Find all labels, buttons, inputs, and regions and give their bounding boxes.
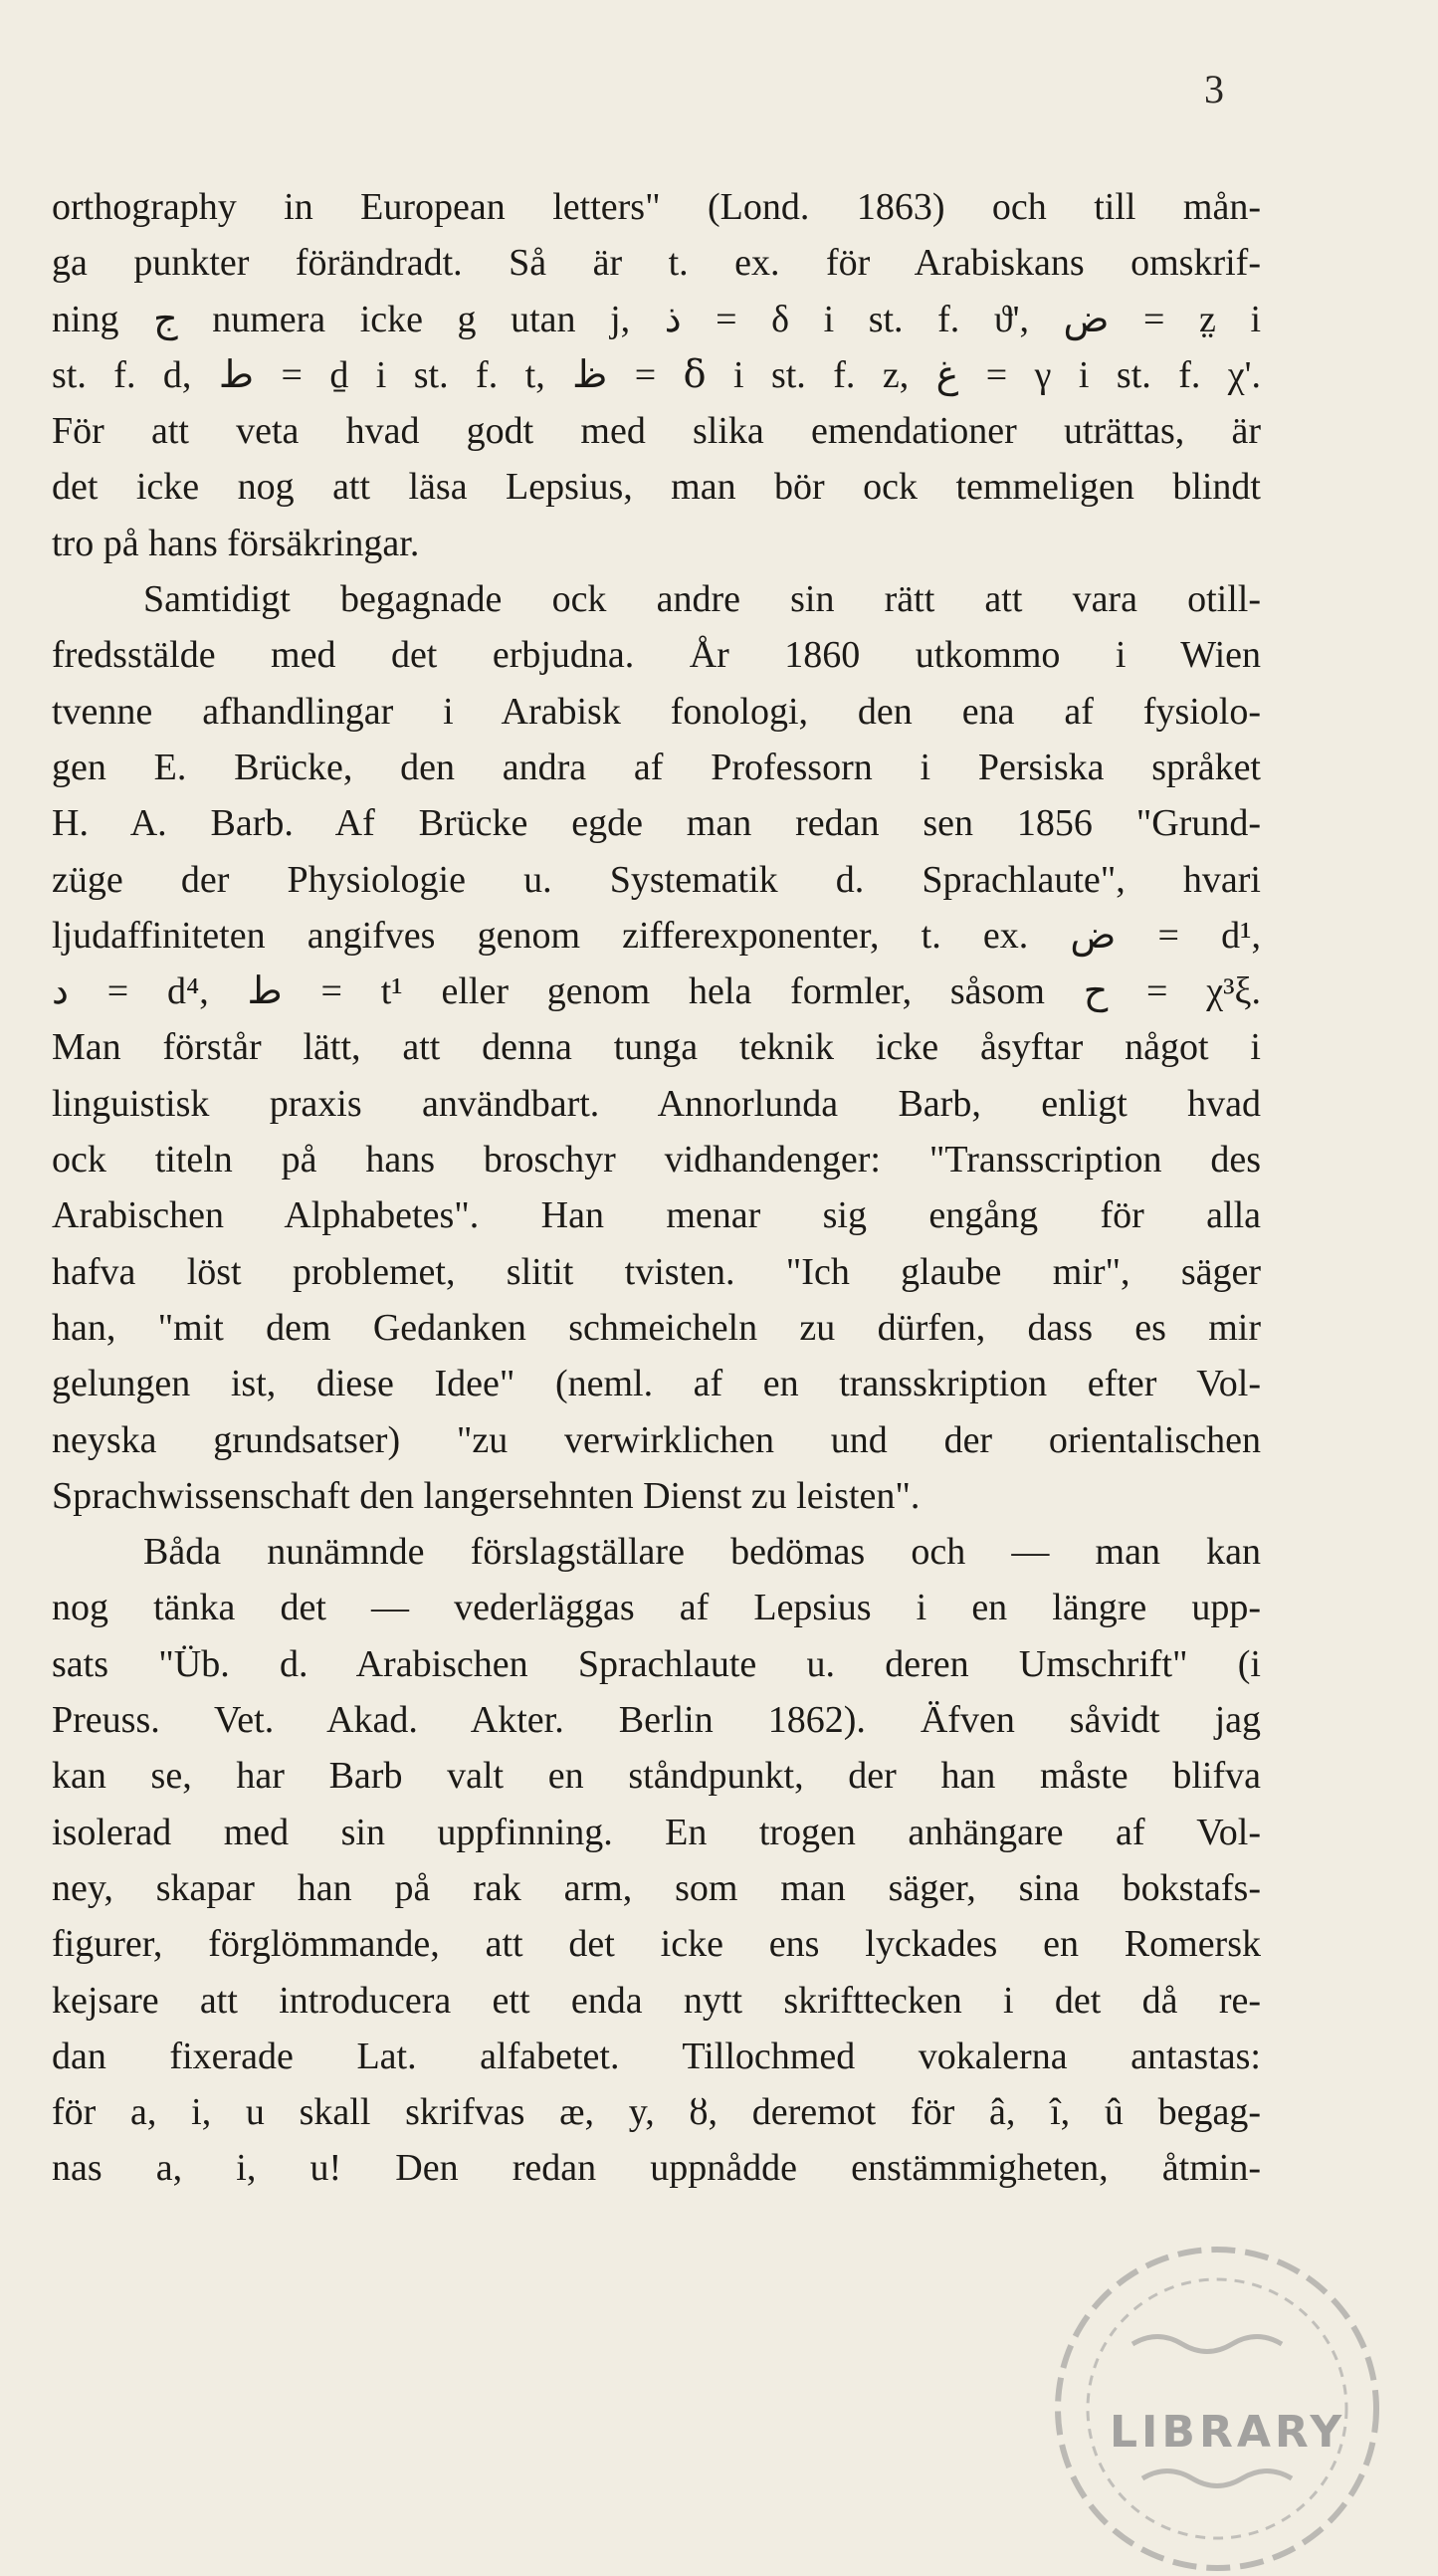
page-number: 3	[1204, 67, 1224, 111]
library-stamp-seal	[1013, 2215, 1411, 2573]
text-line: tro på hans försäkringar.	[52, 522, 420, 564]
text-line: ljudaffiniteten angifves genom zifferexponenter, t. ex. ض = d¹,	[52, 914, 1261, 957]
text-line: Preuss. Vet. Akad. Akter. Berlin 1862). Äfven såvidt jag	[52, 1699, 1261, 1742]
text-line: züge der Physiologie u. Systematik d. Sprachlaute", hvari	[52, 858, 1261, 901]
text-line: tvenne afhandlingar i Arabisk fonologi, den ena af fysiolo-	[52, 690, 1261, 733]
text-line: Båda nunämnde förslagställare bedömas och — man kan	[143, 1531, 1261, 1574]
text-line: ney, skapar han på rak arm, som man säger, sina bokstafs-	[52, 1866, 1261, 1909]
text-line: neyska grundsatser) "zu verwirklichen und der orientalischen	[52, 1418, 1261, 1461]
text-line: Sprachwissenschaft den langersehnten Dienst zu leisten".	[52, 1474, 921, 1517]
text-line: د = d⁴, ط = t¹ eller genom hela formler, såsom ح = χ³ξ.	[52, 970, 1261, 1013]
text-line: H. A. Barb. Af Brücke egde man redan sen 1856 "Grund-	[52, 802, 1261, 845]
text-line: nas a, i, u! Den redan uppnådde enstämmigheten, åtmin-	[52, 2147, 1261, 2190]
text-line: Samtidigt begagnade ock andre sin rätt att vara otill-	[143, 578, 1261, 621]
text-line: Arabischen Alphabetes". Han menar sig engång för alla	[52, 1194, 1261, 1237]
library-stamp-label: LIBRARY	[1110, 2407, 1346, 2458]
text-line: linguistisk praxis användbart. Annorlunda Barb, enligt hvad	[52, 1082, 1261, 1125]
text-line: dan fixerade Lat. alfabetet. Tillochmed vokalerna antastas:	[52, 2035, 1261, 2077]
text-line: sats "Üb. d. Arabischen Sprachlaute u. deren Umschrift" (i	[52, 1642, 1261, 1685]
text-line: ock titeln på hans broschyr vidhandenger: "Transscription des	[52, 1139, 1261, 1181]
text-line: Man förstår lätt, att denna tunga teknik icke åsyftar något i	[52, 1026, 1261, 1069]
text-line: nog tänka det — vederläggas af Lepsius i en längre upp-	[52, 1587, 1261, 1629]
text-line: kejsare att introducera ett enda nytt skrifttecken i det då re-	[52, 1979, 1261, 2022]
text-line: ning ج numera icke g utan j, ذ = δ i st. f. ϑ', ض = z̤ i	[52, 298, 1261, 340]
text-line: ga punkter förändradt. Så är t. ex. för Arabiskans omskrif-	[52, 242, 1261, 285]
text-line: hafva löst problemet, slitit tvisten. "Ich glaube mir", säger	[52, 1250, 1261, 1293]
text-line: För att veta hvad godt med slika emendationer uträttas, är	[52, 410, 1261, 453]
text-line: han, "mit dem Gedanken schmeicheln zu dürfen, dass es mir	[52, 1306, 1261, 1349]
body-text	[52, 179, 1261, 2197]
text-line: det icke nog att läsa Lepsius, man bör ock temmeligen blindt	[52, 466, 1261, 509]
text-line: orthography in European letters" (Lond. 1863) och till mån-	[52, 186, 1261, 228]
text-line: isolerad med sin uppfinning. En trogen anhängare af Vol-	[52, 1811, 1261, 1853]
text-line: för a, i, u skall skrifvas æ, y, ȣ, deremot för â, î, û begag-	[52, 2091, 1261, 2134]
text-line: gen E. Brücke, den andra af Professorn i Persiska språket	[52, 746, 1261, 788]
text-line: gelungen ist, diese Idee" (neml. af en transskription efter Vol-	[52, 1363, 1261, 1405]
text-line: kan se, har Barb valt en ståndpunkt, der han måste blifva	[52, 1755, 1261, 1798]
text-line: figurer, förglömmande, att det icke ens lyckades en Romersk	[52, 1923, 1261, 1966]
text-line: fredsstälde med det erbjudna. År 1860 utkommo i Wien	[52, 634, 1261, 677]
text-line: st. f. d, ط = ḏ i st. f. t, ظ = ẟ i st. f. z, غ = γ i st. f. χ'.	[52, 353, 1261, 396]
